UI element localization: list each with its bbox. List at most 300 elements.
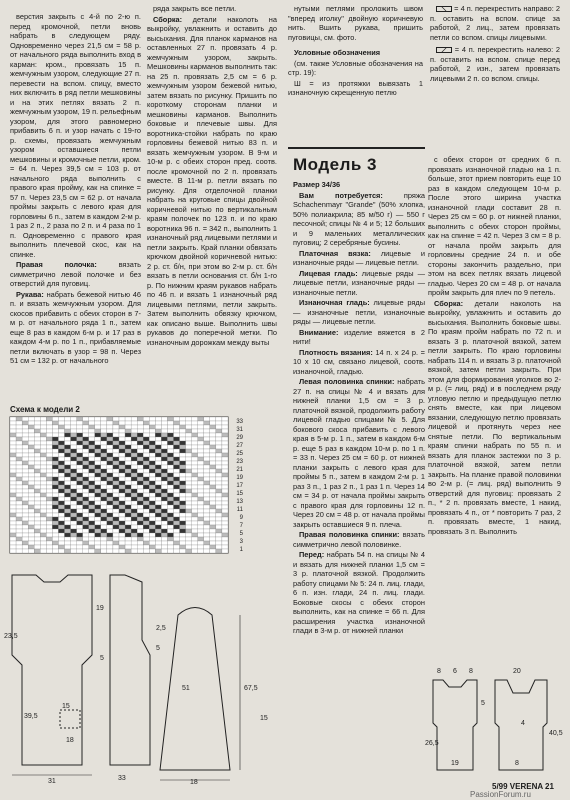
chart-cell <box>52 485 58 489</box>
chart-cell <box>131 509 137 513</box>
chart-cell <box>119 417 125 421</box>
chart-cell <box>95 453 101 457</box>
paragraph: вязать симметрично левой половинке. <box>293 530 425 549</box>
chart-cell <box>46 545 52 549</box>
chart-cell <box>28 497 34 501</box>
chart-cell <box>77 477 83 481</box>
chart-cell <box>65 513 71 517</box>
chart-cell <box>186 541 192 545</box>
chart-cell <box>167 521 173 525</box>
chart-cell <box>131 429 137 433</box>
chart-cell <box>40 505 46 509</box>
chart-cell <box>204 433 210 437</box>
chart-cell <box>210 517 216 521</box>
chart-cell <box>89 445 95 449</box>
chart-cell <box>58 509 64 513</box>
chart-cell <box>137 549 143 553</box>
chart-cell <box>161 473 167 477</box>
chart-cell <box>58 497 64 501</box>
chart-cell <box>101 441 107 445</box>
chart-cell <box>28 421 34 425</box>
chart-cell <box>186 437 192 441</box>
chart-cell <box>186 461 192 465</box>
chart-cell <box>204 425 210 429</box>
chart-cell <box>143 533 149 537</box>
chart-cell <box>204 541 210 545</box>
chart-cell <box>113 545 119 549</box>
chart-cell <box>186 525 192 529</box>
chart-cell <box>52 501 58 505</box>
chart-cell <box>198 489 204 493</box>
chart-cell <box>161 485 167 489</box>
chart-cell <box>28 453 34 457</box>
chart-cell <box>52 421 58 425</box>
chart-cell <box>52 433 58 437</box>
chart-cell <box>155 529 161 533</box>
chart-cell <box>119 445 125 449</box>
chart-cell <box>198 521 204 525</box>
chart-cell <box>52 533 58 537</box>
chart-cell <box>52 545 58 549</box>
chart-cell <box>167 465 173 469</box>
section-title: Условные обозначения <box>294 48 381 57</box>
chart-cell <box>10 441 16 445</box>
chart-cell <box>131 513 137 517</box>
chart-cell <box>192 521 198 525</box>
chart-cell <box>34 477 40 481</box>
chart-cell <box>155 473 161 477</box>
chart-cell <box>125 505 131 509</box>
chart-cell <box>180 485 186 489</box>
section-title: Правая половинка спинки: <box>299 530 400 539</box>
chart-cell <box>204 441 210 445</box>
chart-cell <box>137 541 143 545</box>
chart-cell <box>149 549 155 553</box>
chart-cell <box>180 425 186 429</box>
chart-cell <box>180 437 186 441</box>
chart-cell <box>155 421 161 425</box>
chart-cell <box>113 425 119 429</box>
chart-cell <box>58 417 64 421</box>
chart-cell <box>40 445 46 449</box>
chart-cell <box>65 441 71 445</box>
chart-cell <box>149 525 155 529</box>
chart-cell <box>71 417 77 421</box>
chart-cell <box>46 497 52 501</box>
paragraph: детали наколоть на выкройку, увлажнить и оставить до высыхания. Выполнить боковые швы. По краям пройм набрать по 72 п. и вязать 3 р. платочной вязкой, затем петли закрыть. По краю горловины набрать 114 п. и вязать 3 р. платочной вязкой, затем петли закрыть. При этом для формирования уголков во 2-м р. (= лиц. ряд) и в последнем ряду угловую петлю и предыдущую петлю снять вместе, как при лицевом вязании, следующую петлю провязать лицевой и протянуть через нее снятые петли. По вертикальным краям спинки набрать по 55 п. и вязать для планок застежки по 3 р. платочной вязкой, затем петли закрыть. На планке правой половинки во 2-м р. (= лиц. ряд) выполнить 9 отверстий для пуговиц: провязать 2 п., * 2 п. провязать вместе, 1 накид, провязать 4 п., от * повторить 7 раз, 2 п. провязать вместе, 1 накид, провязать 3 п. Выполнить <box>428 298 561 536</box>
chart-cell <box>119 469 125 473</box>
chart-cell <box>10 465 16 469</box>
chart-cell <box>174 533 180 537</box>
chart-cell <box>113 429 119 433</box>
chart-cell <box>89 421 95 425</box>
chart-cell <box>161 437 167 441</box>
chart-cell <box>192 529 198 533</box>
chart-cell <box>119 437 125 441</box>
chart-cell <box>192 517 198 521</box>
chart-cell <box>46 437 52 441</box>
cable-left-icon <box>436 47 452 53</box>
chart-cell <box>34 481 40 485</box>
chart-cell <box>65 457 71 461</box>
chart-row-number: 19 <box>236 475 243 481</box>
chart-cell <box>101 517 107 521</box>
chart-cell <box>22 473 28 477</box>
chart-cell <box>143 437 149 441</box>
chart-cell <box>58 445 64 449</box>
chart-cell <box>137 529 143 533</box>
chart-cell <box>198 429 204 433</box>
chart-cell <box>216 545 222 549</box>
chart-cell <box>22 545 28 549</box>
chart-cell <box>71 493 77 497</box>
chart-cell <box>210 541 216 545</box>
chart-cell <box>143 509 149 513</box>
chart-cell <box>174 525 180 529</box>
chart-cell <box>210 533 216 537</box>
chart-cell <box>210 461 216 465</box>
chart-cell <box>119 517 125 521</box>
chart-cell <box>119 425 125 429</box>
chart-cell <box>40 425 46 429</box>
chart-cell <box>83 509 89 513</box>
chart-cell <box>143 489 149 493</box>
chart-cell <box>52 517 58 521</box>
chart-cell <box>216 485 222 489</box>
chart-cell <box>186 549 192 553</box>
chart-cell <box>89 477 95 481</box>
chart-cell <box>204 465 210 469</box>
chart-cell <box>204 525 210 529</box>
chart-cell <box>101 493 107 497</box>
chart-cell <box>10 453 16 457</box>
chart-cell <box>125 541 131 545</box>
chart-cell <box>16 509 22 513</box>
chart-cell <box>119 497 125 501</box>
chart-cell <box>137 485 143 489</box>
chart-cell <box>174 505 180 509</box>
chart-cell <box>161 417 167 421</box>
chart-cell <box>155 485 161 489</box>
chart-cell <box>131 469 137 473</box>
chart-cell <box>161 457 167 461</box>
chart-cell <box>125 521 131 525</box>
chart-cell <box>125 457 131 461</box>
paragraph: лицевые ряды — лицевые петли, изнаночные ряды — изнаночные петли. <box>293 268 425 297</box>
chart-cell <box>198 449 204 453</box>
chart-cell <box>131 529 137 533</box>
chart-cell <box>58 465 64 469</box>
chart-cell <box>107 497 113 501</box>
chart-cell <box>204 521 210 525</box>
chart-cell <box>83 517 89 521</box>
chart-cell <box>89 521 95 525</box>
chart-cell <box>204 461 210 465</box>
chart-cell <box>83 429 89 433</box>
chart-cell <box>95 469 101 473</box>
chart-cell <box>28 473 34 477</box>
chart-cell <box>155 445 161 449</box>
chart-cell <box>192 453 198 457</box>
chart-cell <box>95 517 101 521</box>
chart-cell <box>71 537 77 541</box>
chart-cell <box>101 457 107 461</box>
chart-cell <box>198 445 204 449</box>
chart-cell <box>137 473 143 477</box>
chart-cell <box>28 521 34 525</box>
chart-cell <box>95 545 101 549</box>
chart-cell <box>113 441 119 445</box>
section-title: Левая половинка спинки: <box>299 377 395 386</box>
chart-cell <box>40 501 46 505</box>
chart-cell <box>186 533 192 537</box>
chart-cell <box>149 421 155 425</box>
chart-cell <box>155 429 161 433</box>
chart-cell <box>216 441 222 445</box>
chart-cell <box>131 449 137 453</box>
chart-cell <box>210 505 216 509</box>
chart-cell <box>155 533 161 537</box>
chart-cell <box>52 509 58 513</box>
chart-cell <box>83 433 89 437</box>
chart-cell <box>198 461 204 465</box>
chart-cell <box>71 461 77 465</box>
chart-cell <box>125 465 131 469</box>
chart-cell <box>137 521 143 525</box>
chart-cell <box>192 505 198 509</box>
chart-cell <box>167 497 173 501</box>
chart-cell <box>198 417 204 421</box>
chart-cell <box>107 529 113 533</box>
chart-cell <box>161 433 167 437</box>
chart-cell <box>107 485 113 489</box>
chart-cell <box>52 449 58 453</box>
chart-cell <box>22 525 28 529</box>
chart-cell <box>198 533 204 537</box>
chart-cell <box>89 457 95 461</box>
chart-cell <box>34 549 40 553</box>
chart-cell <box>186 489 192 493</box>
chart-cell <box>155 461 161 465</box>
chart-cell <box>210 509 216 513</box>
chart-cell <box>16 437 22 441</box>
chart-cell <box>143 513 149 517</box>
chart-cell <box>131 533 137 537</box>
text-column-4 <box>428 155 561 537</box>
chart-cell <box>180 457 186 461</box>
chart-cell <box>83 457 89 461</box>
chart-cell <box>77 505 83 509</box>
chart-cell <box>204 457 210 461</box>
chart-cell <box>174 457 180 461</box>
chart-cell <box>113 461 119 465</box>
chart-cell <box>10 541 16 545</box>
chart-cell <box>210 433 216 437</box>
chart-cell <box>10 497 16 501</box>
chart-cell <box>180 433 186 437</box>
chart-cell <box>10 477 16 481</box>
chart-cell <box>198 501 204 505</box>
chart-cell <box>28 533 34 537</box>
chart-cell <box>40 457 46 461</box>
chart-cell <box>137 489 143 493</box>
chart-cell <box>186 441 192 445</box>
chart-cell <box>28 465 34 469</box>
chart-cell <box>113 533 119 537</box>
chart-cell <box>10 457 16 461</box>
chart-cell <box>143 429 149 433</box>
chart-cell <box>204 529 210 533</box>
chart-cell <box>34 421 40 425</box>
chart-cell <box>71 465 77 469</box>
chart-cell <box>101 449 107 453</box>
chart-cell <box>119 501 125 505</box>
chart-cell <box>40 469 46 473</box>
chart-cell <box>28 545 34 549</box>
chart-cell <box>155 465 161 469</box>
chart-row-number: 15 <box>236 491 243 497</box>
chart-cell <box>149 489 155 493</box>
chart-cell <box>143 449 149 453</box>
dim-label: 19 <box>96 605 104 612</box>
chart-cell <box>125 477 131 481</box>
chart-cell <box>149 461 155 465</box>
chart-cell <box>58 537 64 541</box>
chart-cell <box>222 481 228 485</box>
chart-cell <box>10 485 16 489</box>
chart-cell <box>161 421 167 425</box>
chart-cell <box>180 441 186 445</box>
chart-cell <box>113 433 119 437</box>
chart-cell <box>174 461 180 465</box>
chart-cell <box>161 545 167 549</box>
chart-cell <box>71 481 77 485</box>
chart-row-number: 33 <box>236 419 243 425</box>
chart-cell <box>77 529 83 533</box>
chart-cell <box>46 513 52 517</box>
chart-cell <box>16 425 22 429</box>
chart-cell <box>186 417 192 421</box>
chart-cell <box>65 421 71 425</box>
chart-cell <box>119 461 125 465</box>
chart-cell <box>40 485 46 489</box>
chart-cell <box>34 537 40 541</box>
chart-cell <box>89 417 95 421</box>
chart-cell <box>16 449 22 453</box>
chart-cell <box>192 457 198 461</box>
cable-right-icon <box>436 6 452 12</box>
chart-cell <box>174 529 180 533</box>
chart-cell <box>83 469 89 473</box>
chart-cell <box>22 497 28 501</box>
chart-cell <box>71 449 77 453</box>
chart-cell <box>113 537 119 541</box>
chart-cell <box>46 521 52 525</box>
paragraph: (см. также Условные обозначения на стр. 19): <box>288 58 423 77</box>
chart-cell <box>143 549 149 553</box>
chart-cell <box>186 545 192 549</box>
chart-cell <box>95 489 101 493</box>
chart-cell <box>113 497 119 501</box>
chart-cell <box>210 521 216 525</box>
chart-cell <box>107 477 113 481</box>
chart-cell <box>77 485 83 489</box>
chart-cell <box>180 477 186 481</box>
chart-cell <box>28 437 34 441</box>
chart-cell <box>216 437 222 441</box>
dim-label: 20 <box>513 668 521 675</box>
chart-cell <box>174 497 180 501</box>
watermark: PassionForum.ru <box>470 790 531 799</box>
chart-cell <box>161 501 167 505</box>
chart-cell <box>210 497 216 501</box>
chart-cell <box>155 425 161 429</box>
chart-cell <box>107 441 113 445</box>
dim-label: 8 <box>515 760 519 767</box>
chart-cell <box>65 437 71 441</box>
chart-cell <box>16 453 22 457</box>
chart-cell <box>192 537 198 541</box>
chart-cell <box>137 449 143 453</box>
chart-cell <box>131 481 137 485</box>
chart-cell <box>192 533 198 537</box>
chart-cell <box>10 509 16 513</box>
chart-cell <box>186 453 192 457</box>
chart-cell <box>125 469 131 473</box>
chart-cell <box>22 425 28 429</box>
chart-cell <box>161 449 167 453</box>
chart-cell <box>210 425 216 429</box>
chart-cell <box>95 533 101 537</box>
chart-cell <box>58 449 64 453</box>
chart-cell <box>125 441 131 445</box>
chart-cell <box>83 437 89 441</box>
chart-cell <box>174 485 180 489</box>
chart-cell <box>77 509 83 513</box>
chart-cell <box>89 541 95 545</box>
chart-cell <box>40 533 46 537</box>
chart-cell <box>222 525 228 529</box>
chart-cell <box>149 449 155 453</box>
chart-cell <box>198 425 204 429</box>
chart-cell <box>155 541 161 545</box>
chart-cell <box>107 437 113 441</box>
chart-cell <box>222 549 228 553</box>
chart-cell <box>10 481 16 485</box>
section-title: Платочная вязка: <box>299 248 371 258</box>
chart-cell <box>52 473 58 477</box>
chart-cell <box>131 453 137 457</box>
chart-cell <box>125 461 131 465</box>
chart-cell <box>192 425 198 429</box>
chart-cell <box>16 513 22 517</box>
chart-cell <box>216 549 222 553</box>
chart-cell <box>125 429 131 433</box>
chart-cell <box>46 481 52 485</box>
chart-cell <box>107 417 113 421</box>
chart-cell <box>83 497 89 501</box>
chart-cell <box>34 501 40 505</box>
chart-cell <box>71 469 77 473</box>
chart-cell <box>180 505 186 509</box>
chart-cell <box>10 445 16 449</box>
chart-cell <box>216 537 222 541</box>
chart-cell <box>95 445 101 449</box>
chart-cell <box>77 501 83 505</box>
chart-cell <box>222 433 228 437</box>
chart-cell <box>119 537 125 541</box>
chart-cell <box>101 437 107 441</box>
